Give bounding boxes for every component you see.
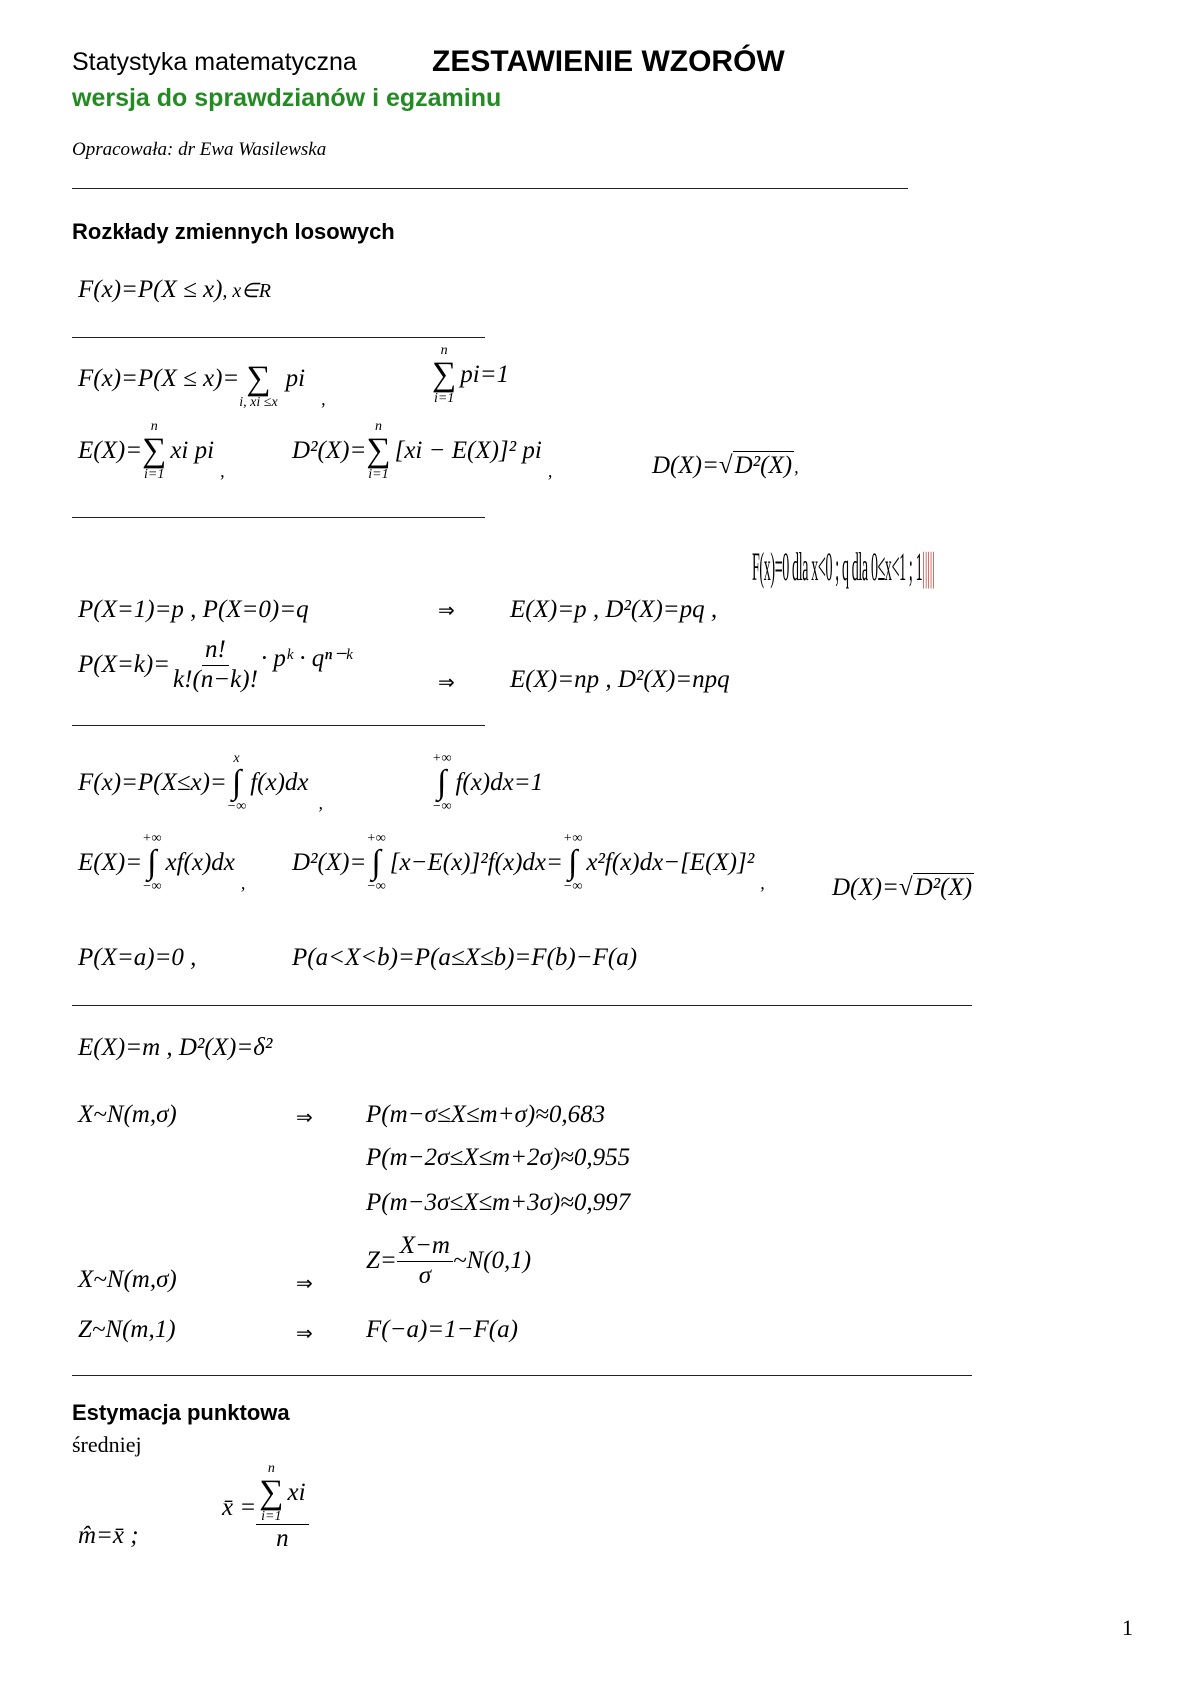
formula-mean-estimator: m̂=x̄ ; (78, 1522, 139, 1549)
implies-arrow: ⇒ (296, 1107, 313, 1129)
implies-arrow: ⇒ (296, 1273, 313, 1295)
formula-interval-probability: P(a<X<b)=P(a≤X≤b)=F(b)−F(a) (292, 944, 638, 971)
implies-arrow: ⇒ (296, 1323, 313, 1345)
divider (72, 188, 908, 189)
divider (72, 1375, 972, 1376)
divider (72, 517, 485, 518)
formula-discrete-std: D(X)=√D²(X) , (652, 452, 799, 479)
formula-binomial-moments: E(X)=np , D²(X)=npq (510, 666, 730, 693)
formula-sample-mean: x̄ = n ∑ i=1 xi n (222, 1462, 309, 1554)
formula-zero-one: P(X=1)=p , P(X=0)=q (78, 596, 309, 623)
document-author: Opracowała: dr Ewa Wasilewska (72, 139, 327, 160)
zero-one-cdf-fragment: F(x)=0 dla x<0 ; q dla 0≤x<1 ; 1||||| (752, 544, 935, 589)
divider (72, 337, 485, 338)
implies-arrow: ⇒ (438, 672, 455, 694)
section-heading: Rozkłady zmiennych losowych (72, 219, 395, 244)
formula-zero-one-moments: E(X)=p , D²(X)=pq , (510, 596, 718, 623)
formula-standard-normal: Z~N(m,1) (78, 1316, 176, 1343)
formula-normal-distribution: X~N(m,σ) (78, 1101, 177, 1128)
formula-density-normalization: +∞ ∫ −∞ f(x)dx=1 (432, 751, 544, 814)
divider (72, 725, 485, 726)
formula-continuous-variance: D²(X)= +∞ ∫ −∞ [x−E(x)]²f(x)dx= +∞ ∫ −∞ x²f(x)dx−[E(X)]² , (292, 831, 765, 894)
page-number: 1 (1122, 1615, 1133, 1640)
formula-sigma-rule-3: P(m−3σ≤X≤m+3σ)≈0,997 (366, 1189, 631, 1216)
formula-symmetry: F(−a)=1−F(a) (366, 1316, 518, 1343)
formula-continuous-cdf: F(x)=P(X≤x)= x ∫ −∞ f(x)dx , (78, 751, 324, 814)
document-subtitle: wersja do sprawdzianów i egzaminu (72, 84, 502, 112)
formula-normal-moments: E(X)=m , D²(X)=δ² (78, 1034, 273, 1061)
formula-standardization: Z= $\frac{X-m}{\sigma}$ ~N(0,1) (366, 1232, 532, 1289)
formula-binomial: P(X=k)= $\frac{n!}{k!(n-k)!}$ · pᵏ · qⁿ⁻ᵏ (78, 636, 353, 693)
formula-continuous-std: D(X)=√D²(X) (832, 874, 973, 901)
section-subheading: średniej (72, 1432, 142, 1457)
formula-continuous-mean: E(X)= +∞ ∫ −∞ xf(x)dx , (78, 831, 246, 894)
formula-probability-sum: n ∑ i=1 pi=1 (432, 343, 510, 406)
document-subject: Statystyka matematyczna (72, 48, 357, 76)
formula-discrete-variance: D²(X)= n ∑ i=1 [xi − E(X)]² pi , (292, 419, 553, 482)
formula-cdf-definition: F(x)=P(X ≤ x), x∈R (78, 276, 271, 303)
formula-discrete-mean: E(X)= n ∑ i=1 xi pi , (78, 419, 225, 482)
formula-sigma-rule-2: P(m−2σ≤X≤m+2σ)≈0,955 (366, 1144, 631, 1171)
formula-point-probability: P(X=a)=0 , (78, 944, 197, 971)
formula-normal-distribution: X~N(m,σ) (78, 1266, 177, 1293)
divider (72, 1005, 972, 1006)
formula-sigma-rule-1: P(m−σ≤X≤m+σ)≈0,683 (366, 1101, 606, 1128)
implies-arrow: ⇒ (438, 600, 455, 622)
document-title: ZESTAWIENIE WZORÓW (432, 45, 785, 78)
formula-discrete-cdf: F(x)=P(X ≤ x)= ∑ i, xi ≤x pi , (78, 360, 326, 410)
section-heading: Estymacja punktowa (72, 1400, 290, 1425)
